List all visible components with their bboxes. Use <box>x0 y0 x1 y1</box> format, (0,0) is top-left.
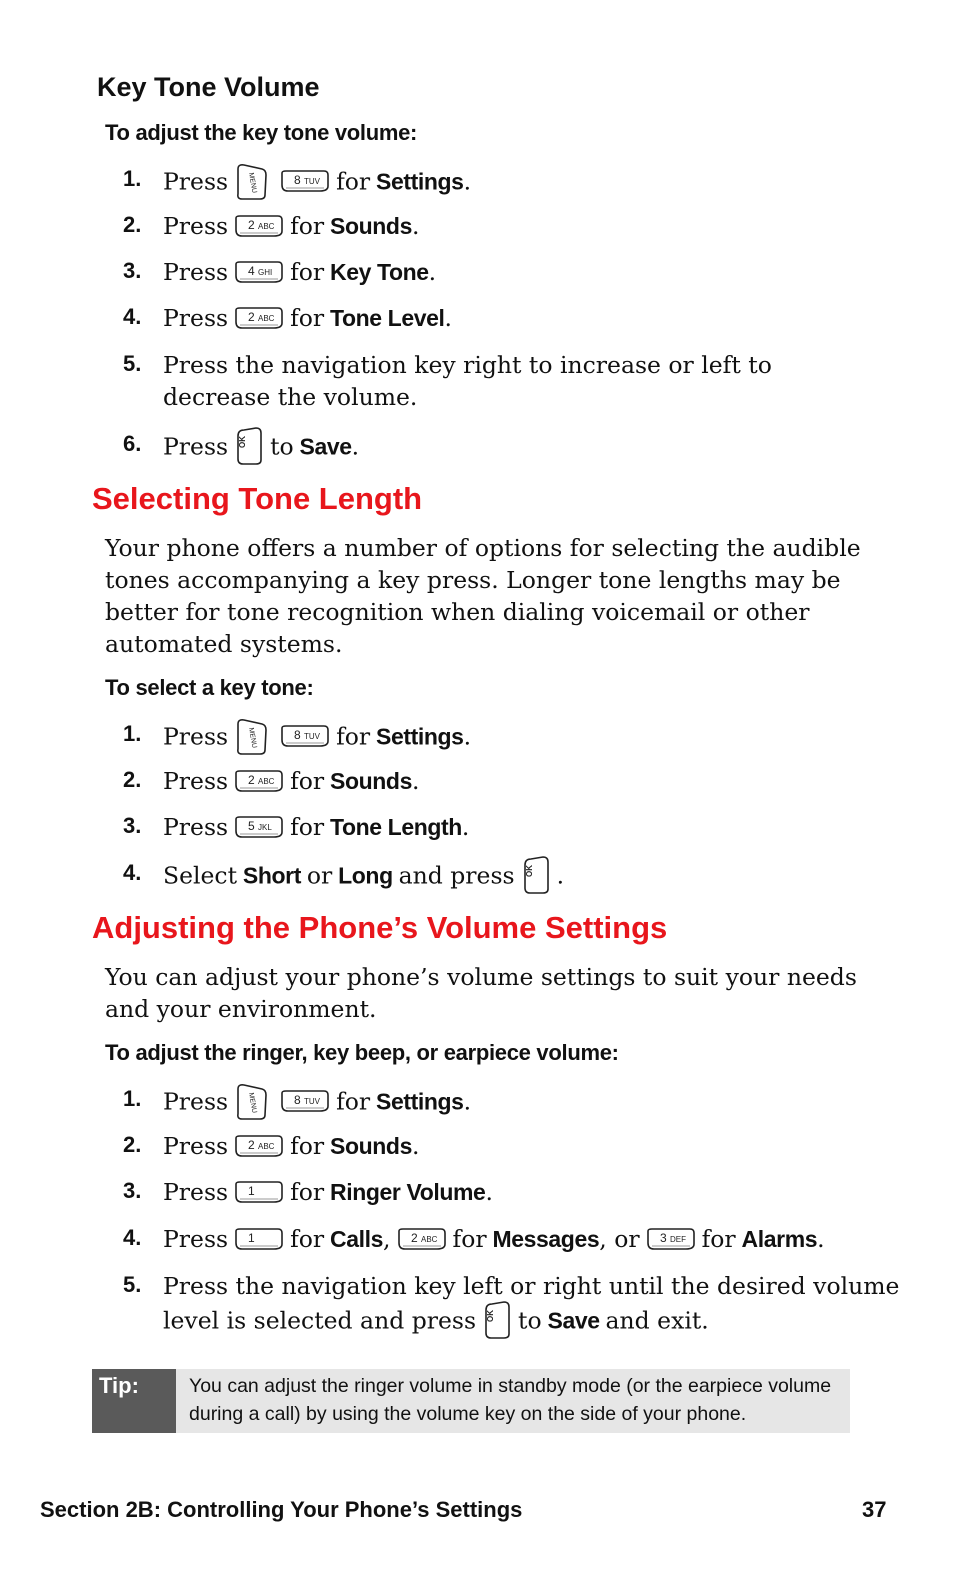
svg-text:TUV: TUV <box>304 732 321 741</box>
menu-option-label: Messages <box>492 1226 600 1252</box>
step-text: . <box>485 1178 493 1206</box>
key-2-icon <box>234 214 284 238</box>
step-text: Press <box>163 1225 229 1253</box>
svg-text:TUV: TUV <box>304 177 321 186</box>
list-item <box>123 715 883 755</box>
step-text: Press <box>163 1178 229 1206</box>
menu-key-icon <box>234 1081 268 1121</box>
step-text: . <box>463 167 472 196</box>
ok-key-icon <box>482 1300 512 1340</box>
key-1-icon <box>234 1227 284 1251</box>
step-text: Press <box>163 304 229 332</box>
menu-option-label: Settings <box>376 1088 464 1115</box>
volume-settings-intro: To adjust the ringer, key beep, or earpiece volume: <box>105 1040 619 1065</box>
menu-option-label: Key Tone <box>330 259 429 285</box>
tip-text: You can adjust the ringer volume in standby mode (or the earpiece volume during a call) by using the volume key on the side of your phone. <box>189 1375 832 1425</box>
key-5-icon <box>234 815 284 839</box>
step-number: 3. <box>123 813 142 838</box>
step-text: . <box>461 813 470 841</box>
menu-key-icon <box>234 716 268 756</box>
step-text: . <box>411 1132 420 1160</box>
step-text: for <box>290 1178 325 1206</box>
step-text: to <box>270 432 294 461</box>
svg-text:8: 8 <box>294 728 301 742</box>
menu-option-label: Sounds <box>330 213 412 239</box>
menu-option-label: Save <box>547 1307 600 1334</box>
step-text: for <box>701 1225 736 1253</box>
paragraph-tone-length: Your phone offers a number of options for selecting the audible tones accompanying a key press. Longer tone lengths may be better for tone recognition when dialing voicemail or other automated systems. <box>105 534 861 658</box>
svg-text:OK: OK <box>486 1310 496 1322</box>
step-text: for <box>290 1132 325 1160</box>
step-text: Press <box>163 167 229 196</box>
step-number: 2. <box>123 1132 142 1157</box>
step-number: 5. <box>123 351 142 376</box>
step-number: 2. <box>123 212 142 237</box>
key-3-icon <box>646 1227 696 1251</box>
list-item <box>123 1219 883 1259</box>
svg-text:ABC: ABC <box>258 776 275 786</box>
heading-selecting-tone-length: Selecting Tone Length <box>92 481 423 516</box>
svg-text:TUV: TUV <box>304 1097 321 1106</box>
step-number: 5. <box>123 1272 142 1297</box>
list-item <box>123 1080 883 1120</box>
step-number: 6. <box>123 431 142 456</box>
key-2-icon <box>397 1227 447 1251</box>
step-text: Press <box>163 722 229 751</box>
step-text: . <box>444 304 452 332</box>
step-number: 1. <box>123 1086 142 1111</box>
key-2-icon <box>234 1134 284 1158</box>
list-item <box>123 1172 883 1212</box>
svg-text:JKL: JKL <box>258 822 272 832</box>
step-text: . <box>411 767 420 795</box>
footer-section-title: Section 2B: Controlling Your Phone’s Settings <box>40 1497 523 1522</box>
tone-length-intro: To select a key tone: <box>105 675 314 700</box>
step-text: or <box>306 861 333 890</box>
step-text: and exit. <box>605 1306 709 1335</box>
step-number: 3. <box>123 258 142 283</box>
key-2-icon <box>234 769 284 793</box>
key-8-icon <box>280 169 330 193</box>
page-number: 37 <box>862 1497 887 1522</box>
step-text: . <box>463 722 472 751</box>
svg-text:2: 2 <box>248 309 255 324</box>
list-item <box>123 1266 900 1338</box>
svg-text:1: 1 <box>248 1183 255 1198</box>
menu-option-label: Calls <box>330 1226 384 1252</box>
step-number: 1. <box>123 721 142 746</box>
key-8-icon <box>280 1089 330 1113</box>
menu-option-label: Tone Length <box>330 814 462 840</box>
step-text: for <box>336 722 371 751</box>
step-text: for <box>336 167 371 196</box>
step-text: . <box>463 1087 472 1116</box>
svg-text:MENU: MENU <box>247 1092 258 1114</box>
svg-text:ABC: ABC <box>258 221 275 231</box>
option-label: Short <box>242 862 301 889</box>
key-8-icon <box>280 724 330 748</box>
tip-label: Tip: <box>99 1373 139 1398</box>
step-text: for <box>290 212 325 240</box>
key-4-icon <box>234 260 284 284</box>
svg-text:1: 1 <box>248 1230 255 1245</box>
svg-text:8: 8 <box>294 1093 301 1107</box>
section-title-key-tone-volume: Key Tone Volume <box>97 72 320 102</box>
step-text: for <box>290 1225 325 1253</box>
ok-key-icon <box>521 855 551 895</box>
step-text: level is selected and press <box>163 1306 477 1335</box>
heading-volume-settings: Adjusting the Phone’s Volume Settings <box>92 910 668 945</box>
svg-text:MENU: MENU <box>247 727 258 749</box>
menu-option-label: Settings <box>376 168 464 195</box>
svg-text:2: 2 <box>248 772 255 787</box>
list-item <box>123 807 883 847</box>
option-label: Long <box>338 862 393 889</box>
step-text: . <box>817 1225 825 1253</box>
menu-key-icon <box>234 161 268 201</box>
svg-text:3: 3 <box>659 1230 667 1245</box>
menu-option-label: Sounds <box>330 1133 412 1159</box>
step-text: for <box>336 1087 371 1116</box>
svg-text:DEF: DEF <box>669 1234 686 1244</box>
step-text: . <box>351 432 360 461</box>
svg-text:5: 5 <box>248 818 255 833</box>
svg-text:ABC: ABC <box>258 313 275 323</box>
svg-text:2: 2 <box>248 217 255 232</box>
step-text: . <box>428 258 437 286</box>
svg-text:8: 8 <box>294 173 301 187</box>
step-text: for <box>290 813 325 841</box>
step-text: for <box>290 258 325 286</box>
svg-text:GHI: GHI <box>258 267 273 277</box>
step-text: . <box>411 212 420 240</box>
menu-option-label: Settings <box>376 723 464 750</box>
step-number: 1. <box>123 166 142 191</box>
svg-text:4: 4 <box>248 263 255 278</box>
ok-key-icon <box>234 426 264 466</box>
svg-text:ABC: ABC <box>420 1234 437 1244</box>
list-item <box>123 761 883 801</box>
step-text: for <box>290 304 325 332</box>
list-item <box>123 298 883 338</box>
step-text: to <box>518 1306 542 1335</box>
svg-text:2: 2 <box>248 1137 255 1152</box>
step-text: Press <box>163 1087 229 1116</box>
svg-text:ABC: ABC <box>258 1141 275 1151</box>
list-item <box>123 206 883 246</box>
step-number: 4. <box>123 860 142 885</box>
step-text: Press the navigation key left or right until the desired volume <box>163 1272 900 1300</box>
menu-option-label: Sounds <box>330 768 412 794</box>
step-text: , <box>383 1225 391 1253</box>
list-item <box>123 425 883 465</box>
key-tone-intro: To adjust the key tone volume: <box>105 120 418 145</box>
svg-text:OK: OK <box>238 436 248 448</box>
step-text: Press <box>163 212 229 240</box>
svg-text:MENU: MENU <box>247 172 258 194</box>
step-text: Press the navigation key right to increase or left to decrease the volume. <box>163 351 772 411</box>
menu-option-label: Tone Level <box>330 305 445 331</box>
step-text: Select <box>163 861 238 890</box>
step-text: Press <box>163 767 229 795</box>
list-item <box>123 345 883 417</box>
step-text: Press <box>163 258 229 286</box>
key-2-icon <box>234 306 284 330</box>
key-1-icon <box>234 1180 284 1204</box>
menu-option-label: Ringer Volume <box>330 1179 486 1205</box>
step-number: 4. <box>123 1225 142 1250</box>
svg-text:2: 2 <box>410 1230 418 1245</box>
paragraph-volume-settings: You can adjust your phone’s volume settings to suit your needs and your environment. <box>105 963 857 1023</box>
step-number: 4. <box>123 304 142 329</box>
step-number: 3. <box>123 1178 142 1203</box>
step-text: for <box>290 767 325 795</box>
step-text: and press <box>398 861 515 890</box>
menu-option-label: Alarms <box>741 1226 818 1252</box>
step-text: for <box>452 1225 487 1253</box>
step-text: Press <box>163 1132 229 1160</box>
svg-text:OK: OK <box>524 865 534 877</box>
step-number: 2. <box>123 767 142 792</box>
step-text: Press <box>163 813 229 841</box>
list-item <box>123 160 883 200</box>
step-text: Press <box>163 432 229 461</box>
menu-option-label: Save <box>299 433 352 460</box>
step-text: , or <box>599 1225 640 1253</box>
list-item <box>123 252 883 292</box>
step-text: . <box>556 861 565 890</box>
list-item <box>123 854 883 894</box>
list-item <box>123 1126 883 1166</box>
